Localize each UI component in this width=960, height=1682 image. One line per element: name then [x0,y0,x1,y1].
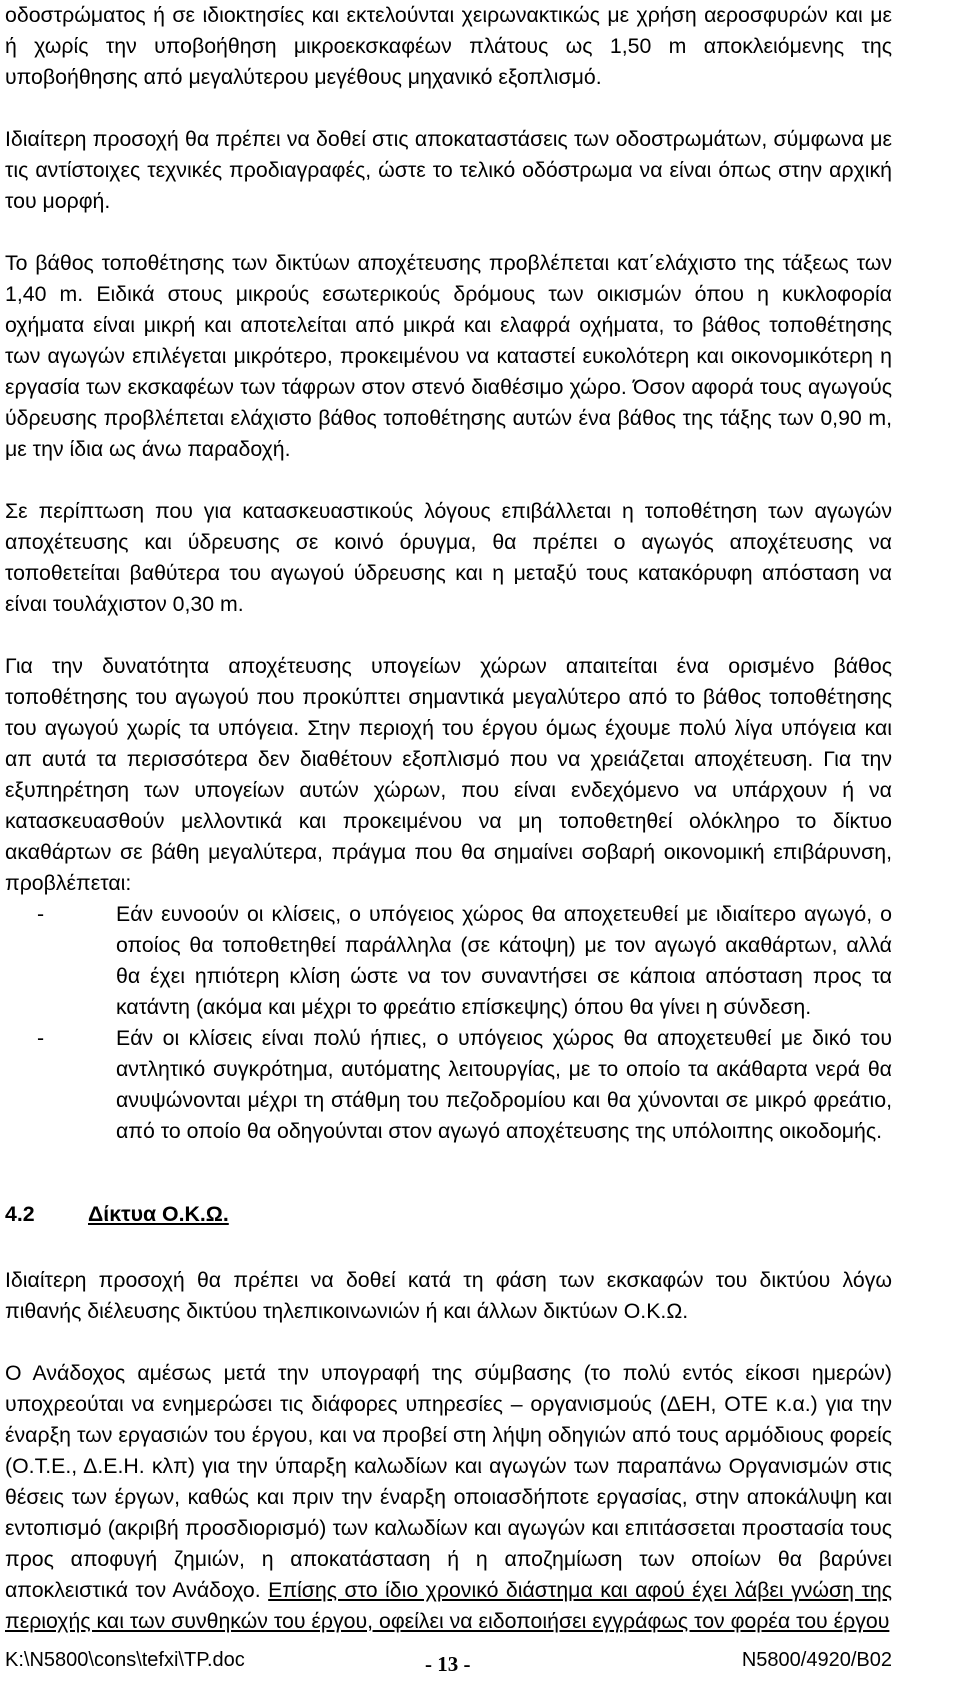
paragraph-road-restoration: Ιδιαίτερη προσοχή θα πρέπει να δοθεί στις αποκαταστάσεις των οδοστρωμάτων, σύμφωνα με τις αντίστοιχες τεχνικές προδιαγραφές, ώστε το τελικό οδόστρωμα να είναι όπως στην αρχική του μορφή. [5,127,892,213]
contractor-text: Ο Ανάδοχος αμέσως μετά την υπογραφή της σύμβασης (το πολύ εντός είκοσι ημερών) υποχρεούται να ενημερώσει τις διάφορες υπηρεσίες – οργανισμούς (ΔΕΗ, ΟΤΕ κ.α.) για την έναρξη των εργασιών του έργου, και να προβεί στη λήψη οδηγιών από τους αρμόδιους φορείς (Ο.Τ.Ε., Δ.Ε.Η. κλπ) για την ύπαρξη καλωδίων και αγωγών των παραπάνω Οργανισμών στις θέσεις των έργων, καθώς και πριν την έναρξη οποιασδήποτε εργασίας, στην αποκάλυψη και εντοπισμό (ακριβή προσδιορισμό) των καλωδίων και αγωγών και επιτάσσεται προστασία τους προς αποφυγή ζημιών, η αποκατάσταση ή η αποζημίωση των οποίων θα βαρύνει αποκλειστικά τον Ανάδοχο. [5,1361,892,1602]
page-footer [5,1641,892,1681]
footer-document-code: N5800/4920/B02 [741,1649,892,1671]
paragraph-contractor-obligations [5,1358,892,1637]
list-dash: - [37,902,45,926]
list-dash: - [37,1026,45,1050]
footer-page-number: - 13 - [425,1652,471,1676]
list-item [5,899,892,1023]
underlined-text: Επίσης στο ίδιο χρονικό διάστημα και αφού έχει λάβει γνώση της περιοχής και των συνθηκών του έργου, οφείλει να ειδοποιήσει εγγράφως τον φορέα του έργου [5,1578,892,1633]
list-item [5,1023,892,1147]
section-title: Δίκτυα Ο.Κ.Ω. [88,1202,229,1226]
paragraph-telecom-networks: Ιδιαίτερη προσοχή θα πρέπει να δοθεί κατά τη φάση των εκσκαφών του δικτύου λόγω πιθανής διέλευσης δικτύου τηλεπικοινωνιών ή και άλλων δικτύων Ο.Κ.Ω. [5,1268,892,1323]
section-number: 4.2 [5,1202,35,1226]
footer-file-path: K:\N5800\cons\tefxi\TP.doc [5,1649,245,1671]
section-heading [5,1199,892,1230]
paragraph-pipe-depth: Το βάθος τοποθέτησης των δικτύων αποχέτευσης προβλέπεται κατ΄ελάχιστο της τάξεως των 1,40 m. Ειδικά στους μικρούς εσωτερικούς δρόμους των οικισμών όπου η κυκλοφορία οχήματα είναι μικρή και αποτελείται από μικρά και ελαφρά οχήματα, το βάθος τοποθέτησης των αγωγών επιλέγεται μικρότερο, προκειμένου να καταστεί ευκολότερη και οικονομικότερη η εργασία των εκσκαφέων των τάφρων στον στενό διαθέσιμο χώρο. Όσον αφορά τους αγωγούς ύδρευσης προβλέπεται ελάχιστο βάθος τοποθέτησης αυτών ένα βάθος της τάξης των 0,90 m, με την ίδια ως άνω παραδοχή. [5,251,892,461]
list-item-text: Εάν οι κλίσεις είναι πολύ ήπιες, ο υπόγειος χώρος θα αποχετευθεί με δικό του αντλητικό συγκρότημα, αυτόματης λειτουργίας, με το οποίο τα ακάθαρτα νερά θα ανυψώνονται μέχρι τη στάθμη του πεζοδρομίου και θα χύνονται σε μικρό φρεάτιο, από το οποίο θα οδηγούνται στον αγωγό αποχέτευσης της υπόλοιπης οικοδομής. [116,1026,892,1143]
paragraph-basements: Για την δυνατότητα αποχέτευσης υπογείων χώρων απαιτείται ένα ορισμένο βάθος τοποθέτησης του αγωγού που προκύπτει σημαντικά μεγαλύτερο από το βάθος τοποθέτησης του αγωγού χωρίς τα υπόγεια. Στην περιοχή του έργου όμως έχουμε πολύ λίγα υπόγεια και απ αυτά τα περισσότερα δεν διαθέτουν εξοπλισμό που να χρειάζεται αποχέτευση. Για την εξυπηρέτηση των υπογείων αυτών χώρων, που είναι ενδεχόμενο να υπάρχουν ή να κατασκευασθούν μελλοντικά και προκειμένου να μη τοποθετηθεί ολόκληρο το δίκτυο ακαθάρτων σε βάθη μεγαλύτερα, πράγμα που θα σημαίνει σοβαρή οικονομική επιβάρυνση, προβλέπεται: [5,654,892,895]
paragraph-common-trench: Σε περίπτωση που για κατασκευαστικούς λόγους επιβάλλεται η τοποθέτηση των αγωγών αποχέτευσης και ύδρευσης σε κοινό όρυγμα, θα πρέπει ο αγωγός αποχέτευσης να τοποθετείται βαθύτερα του αγωγού ύδρευσης και η μεταξύ τους κατακόρυφη απόσταση να είναι τουλάχιστον 0,30 m. [5,499,892,616]
document-page [5,0,892,1637]
paragraph-continuation: οδοστρώματος ή σε ιδιοκτησίες και εκτελούνται χειρωνακτικώς με χρήση αεροσφυρών και με ή χωρίς την υποβοήθηση μικροεκσκαφέων πλάτους ως 1,50 m αποκλειόμενης της υποβοήθησης από μεγαλύτερου μεγέθους μηχανικό εξοπλισμό. [5,3,892,89]
list-item-text: Εάν ευνοούν οι κλίσεις, ο υπόγειος χώρος θα αποχετευθεί με ιδιαίτερο αγωγό, ο οποίος θα τοποθετηθεί παράλληλα (σε κάτοψη) με τον αγωγό ακαθάρτων, αλλά θα έχει ηπιότερη κλίση ώστε να τον συναντήσει σε κάποια απόσταση προς τα κατάντη (ακόμα και μέχρι το φρεάτιο επίσκεψης) όπου θα γίνει η σύνδεση. [116,902,892,1019]
